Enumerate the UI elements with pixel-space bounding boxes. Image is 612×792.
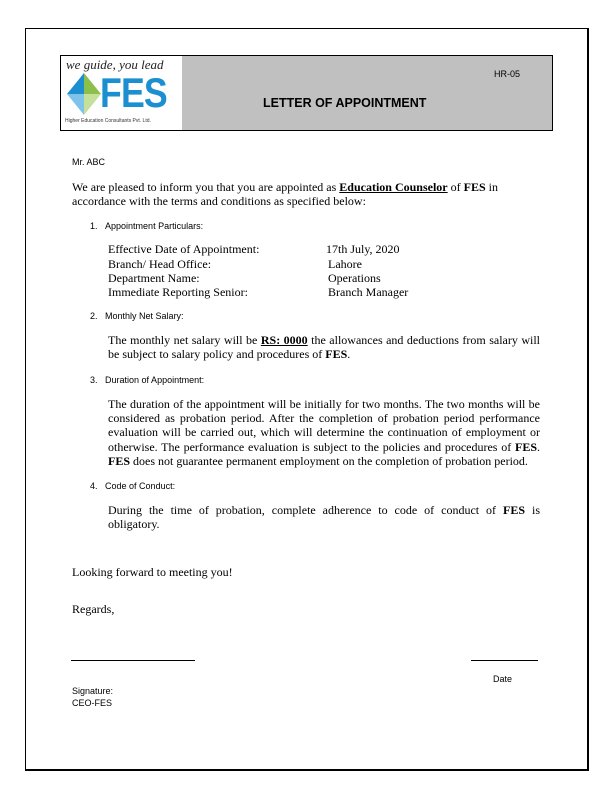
section-heading: 2. Monthly Net Salary:	[90, 311, 184, 321]
section-heading: 3. Duration of Appointment:	[90, 375, 205, 385]
section-heading: 1. Appointment Particulars:	[90, 221, 204, 231]
form-code: HR-05	[493, 69, 520, 79]
page-title: LETTER OF APPOINTMENT	[263, 96, 427, 110]
salary-amount: RS: 0000	[260, 333, 308, 347]
logo-subtitle: Higher Education Consultants Pvt. Ltd.	[65, 118, 151, 124]
particular-label: Branch/ Head Office:	[108, 257, 212, 271]
position-title: Education Counselor	[339, 180, 448, 194]
logo-name: FES	[100, 69, 167, 116]
closing-line: Looking forward to meeting you!	[72, 565, 233, 579]
diamond-logo-icon	[67, 73, 101, 115]
particular-value: Lahore	[328, 257, 362, 271]
particular-label: Immediate Reporting Senior:	[108, 285, 248, 299]
conduct-paragraph: During the time of probation, complete adherence to code of conduct of FES is obligatory.	[108, 503, 540, 532]
date-label: Date	[493, 674, 513, 684]
logo-tagline: we guide, you lead	[66, 57, 164, 72]
fes-logo	[61, 56, 182, 130]
recipient: Mr. ABC	[72, 157, 106, 167]
particular-value: Branch Manager	[328, 285, 409, 299]
particular-label: Department Name:	[108, 271, 200, 285]
signatory: CEO-FES	[72, 698, 113, 708]
date-line	[471, 660, 538, 661]
duration-paragraph: The duration of the appointment will be initially for two months. The two months will be considered as probation period. After the completion of probation period performance evaluation will be carried out, which will determine the continuation of employment or otherwise. The performance evaluation is subject to the policies and procedures of FES. FES does not guarantee permanent employment on the completion of probation period.	[108, 397, 540, 468]
intro-paragraph: We are pleased to inform you that you are appointed as Education Counselor of FES in accordance with the terms and conditions as specified below:	[72, 180, 498, 209]
signature-line	[71, 660, 195, 661]
signature-label: Signature:	[72, 686, 114, 696]
letter-header	[60, 55, 553, 131]
particular-label: Effective Date of Appointment:	[108, 242, 260, 256]
particular-value: 17th July, 2020	[326, 242, 400, 256]
salary-paragraph: The monthly net salary will be RS: 0000 the allowances and deductions from salary will be subject to salary policy and procedures of FES.	[108, 333, 540, 362]
regards: Regards,	[72, 602, 115, 616]
section-heading: 4. Code of Conduct:	[90, 481, 176, 491]
particular-value: Operations	[328, 271, 381, 285]
